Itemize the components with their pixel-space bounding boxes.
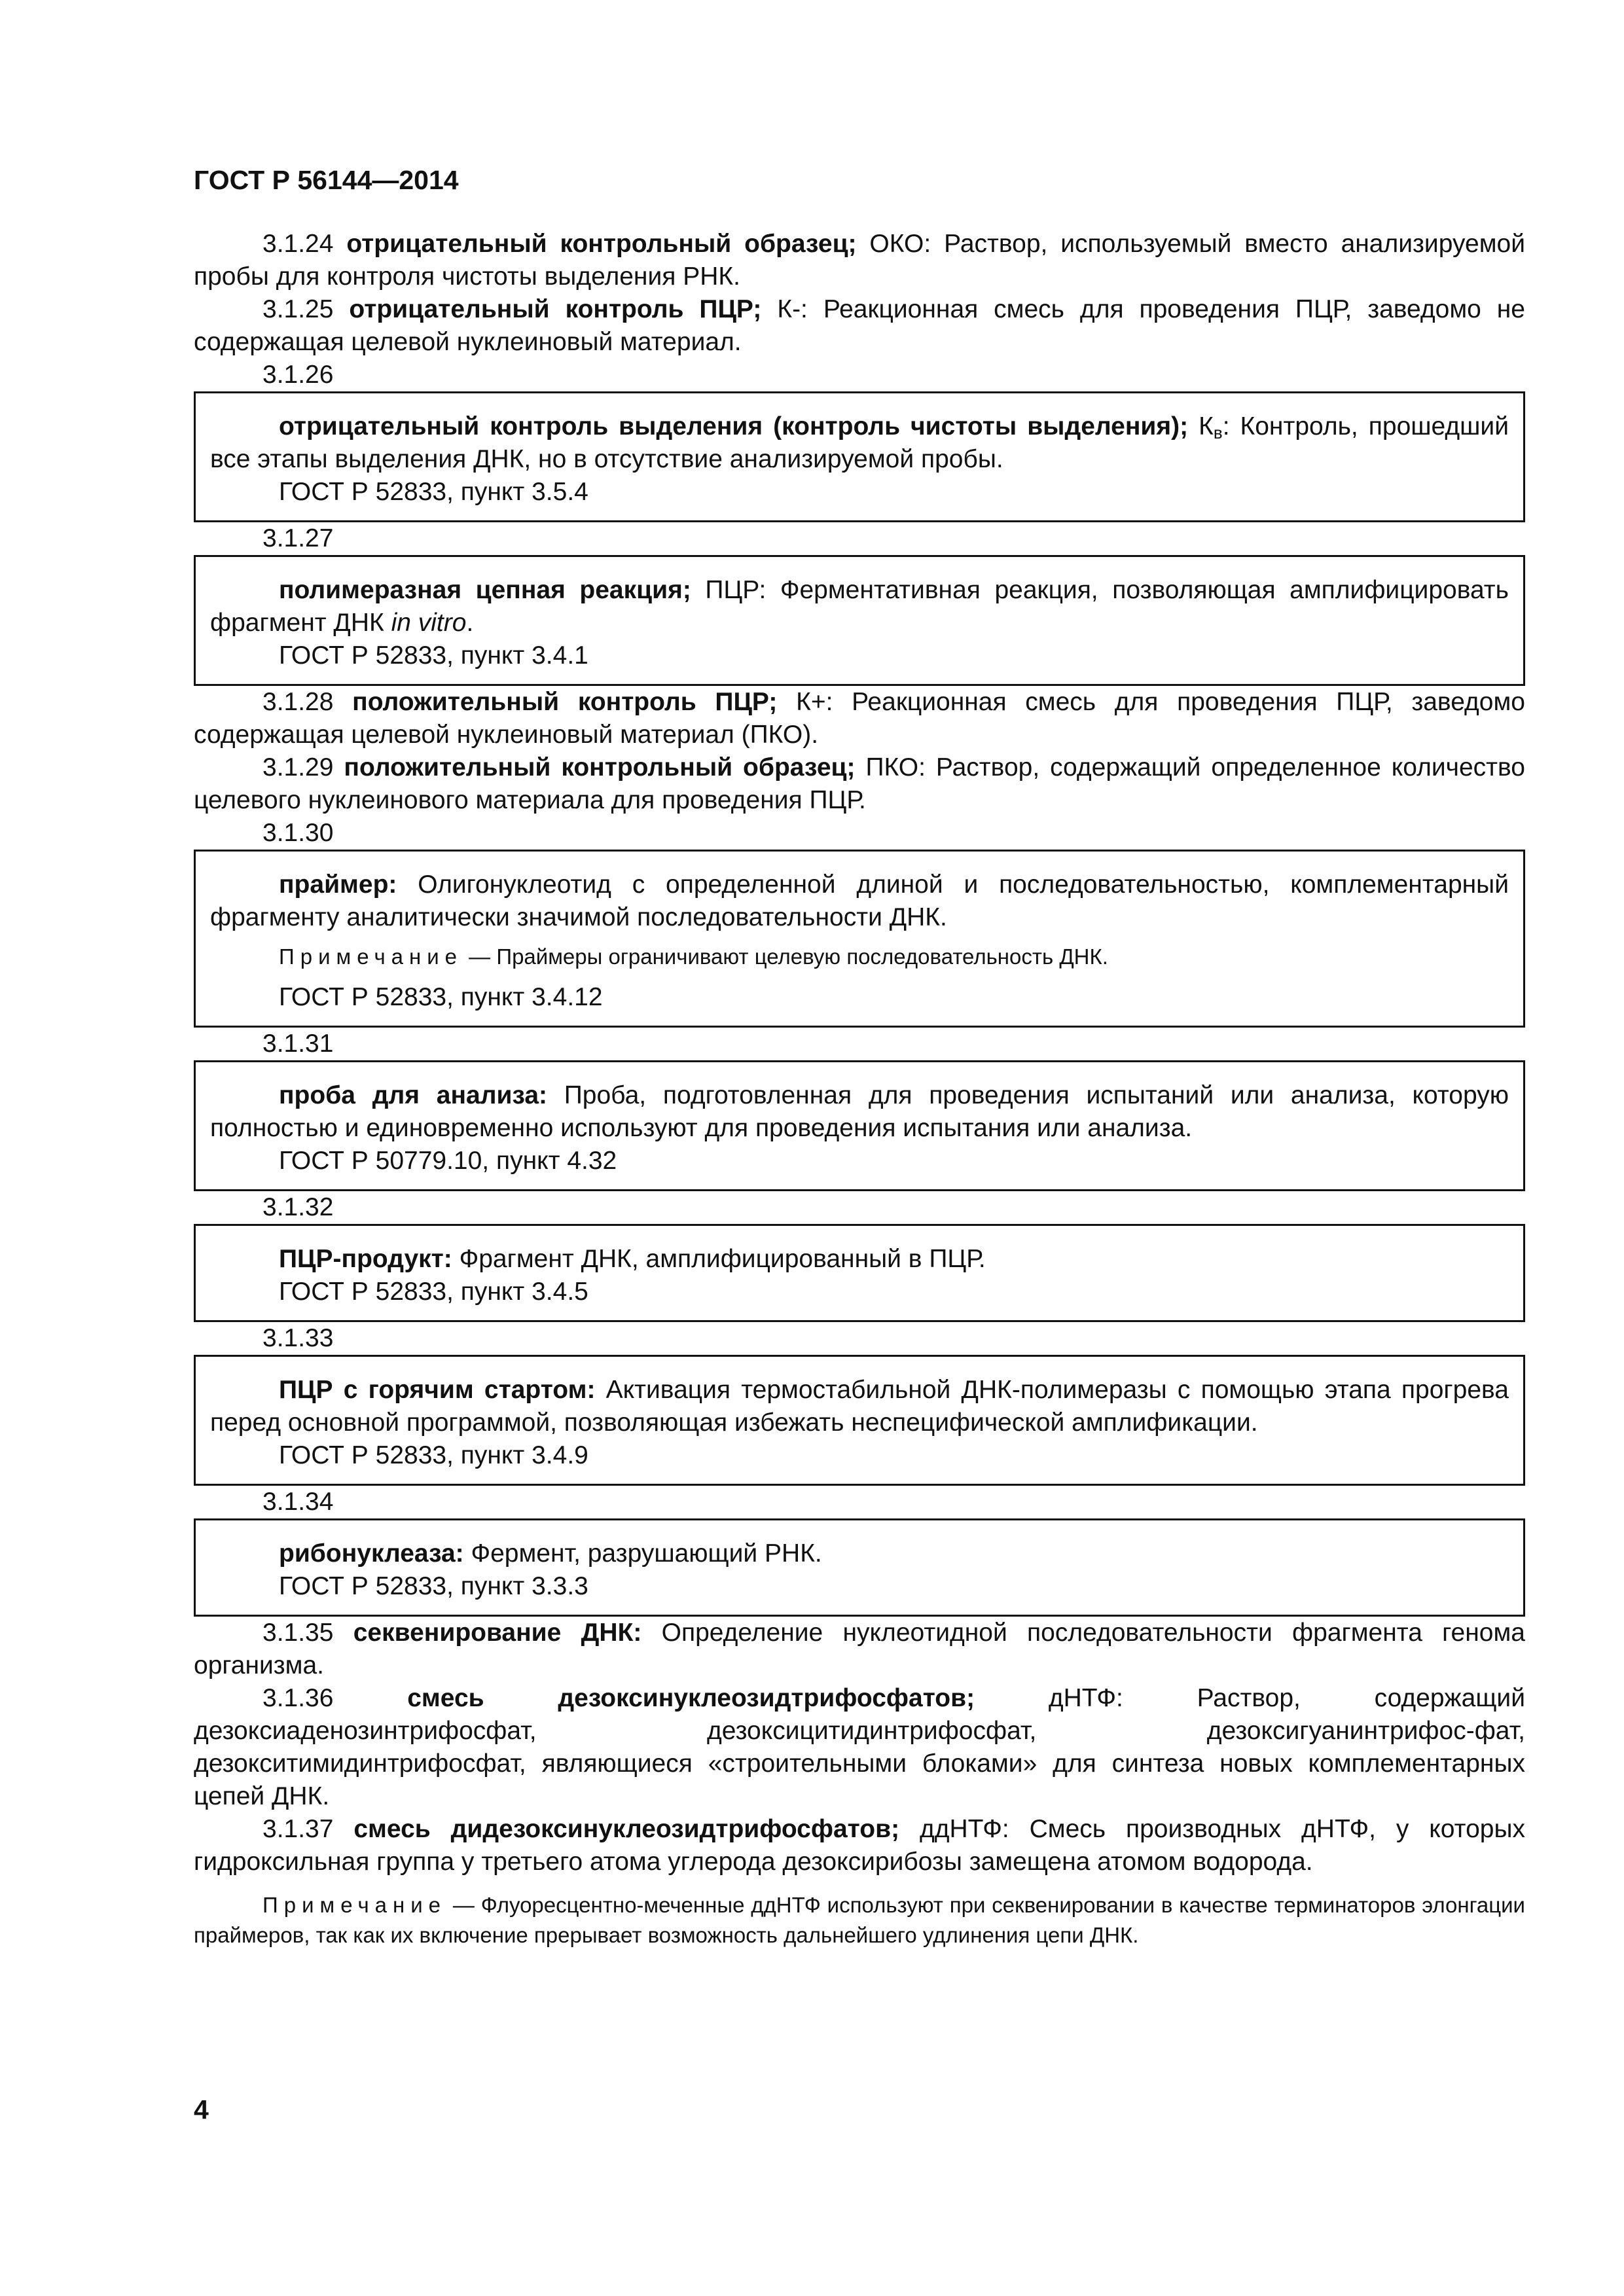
term-entry-3-1-30: [210, 869, 1509, 934]
term-abbreviation-subscript: в: [1213, 423, 1223, 442]
term-definition-end: .: [466, 609, 474, 637]
term-definition: Фрагмент ДНК, амплифицированный в ПЦР.: [452, 1245, 986, 1273]
term-definition: дНТФ: Раствор, содержащий дезоксиаденозинтрифосфат, дезоксицитидинтрифосфат, дезоксигуанинтрифос-фат, дезокситимидинтрифосфат, являющиеся «строительными блоками» для синтеза новых комплементарных цепей ДНК.: [194, 1684, 1525, 1810]
term-definition-italic: in vitro: [391, 609, 467, 637]
term-entry-3-1-36: [194, 1682, 1525, 1813]
term-entry-3-1-27: [210, 574, 1509, 639]
term-box-3-1-34: [194, 1518, 1525, 1617]
term-name: ПЦР-продукт:: [279, 1245, 452, 1273]
term-box-3-1-30: [194, 850, 1525, 1028]
term-box-3-1-32: [194, 1224, 1525, 1322]
term-definition: Активация термостабильной ДНК-полимеразы с помощью этапа прогрева перед основной программой, позволяющая избежать неспецифической амплификации.: [210, 1376, 1509, 1437]
term-entry-3-1-33: [210, 1374, 1509, 1439]
entry-number: 3.1.24: [262, 230, 334, 258]
term-source-reference: ГОСТ Р 50779.10, пункт 4.32: [279, 1147, 617, 1175]
entry-number-3-1-27: 3.1.27: [262, 524, 334, 552]
term-box-3-1-33: [194, 1355, 1525, 1486]
document-body: [194, 228, 1525, 1960]
term-definition: К-: Реакционная смесь для проведения ПЦР, заведомо не содержащая целевой нуклеиновый материал.: [194, 295, 1525, 356]
note-text: — Флуоресцентно-меченные ддНТФ используют при секвенировании в качестве терминаторов элонгации праймеров, так как их включение прерывает возможность дальнейшего удлинения цепи ДНК.: [194, 1893, 1525, 1947]
entry-number-3-1-30: 3.1.30: [262, 819, 334, 847]
entry-number: 3.1.35: [262, 1619, 334, 1647]
note-label: Примечание: [279, 944, 463, 969]
entry-number: 3.1.25: [262, 295, 334, 323]
entry-number: 3.1.29: [262, 753, 334, 781]
term-definition: Олигонуклеотид с определенной длиной и последовательностью, комплементарный фрагменту аналитически значимой последовательности ДНК.: [210, 870, 1509, 931]
term-abbreviation: К: [1188, 412, 1214, 440]
term-entry-3-1-34: [210, 1537, 1509, 1570]
term-definition: К+: Реакционная смесь для проведения ПЦР, заведомо содержащая целевой нуклеиновый материал (ПКО).: [194, 688, 1525, 749]
term-box-3-1-31: [194, 1060, 1525, 1191]
entry-number-3-1-26: 3.1.26: [262, 361, 334, 389]
term-definition: Проба, подготовленная для проведения испытаний или анализа, которую полностью и единовременно используют для проведения испытания или анализа.: [210, 1081, 1509, 1142]
term-source-reference: ГОСТ Р 52833, пункт 3.3.3: [279, 1572, 588, 1600]
term-name: отрицательный контроль ПЦР;: [349, 295, 762, 323]
note-label: Примечание: [262, 1893, 447, 1917]
term-name: смесь дезоксинуклеозидтрифосфатов;: [407, 1684, 975, 1712]
term-entry-3-1-32: [210, 1243, 1509, 1276]
term-name: смесь дидезоксинуклеозидтрифосфатов;: [353, 1815, 900, 1843]
term-source-reference: ГОСТ Р 52833, пункт 3.4.12: [279, 983, 603, 1011]
term-source-reference: ГОСТ Р 52833, пункт 3.4.5: [279, 1278, 588, 1306]
term-name: полимеразная цепная реакция;: [279, 576, 691, 604]
term-name: рибонуклеаза:: [279, 1539, 464, 1568]
entry-number-3-1-31: 3.1.31: [262, 1030, 334, 1058]
term-name: секвенирование ДНК:: [353, 1619, 642, 1647]
term-entry-3-1-35: [194, 1617, 1525, 1682]
term-name: праймер:: [279, 870, 397, 899]
entry-number: 3.1.36: [262, 1684, 334, 1712]
page-number: 4: [194, 2094, 209, 2125]
term-box-3-1-27: [194, 555, 1525, 686]
term-name: отрицательный контрольный образец;: [346, 230, 857, 258]
term-name: отрицательный контроль выделения (контроль чистоты выделения);: [279, 412, 1189, 440]
document-code-header: ГОСТ Р 56144—2014: [194, 165, 459, 195]
final-note: [194, 1890, 1525, 1950]
term-entry-3-1-37: [194, 1813, 1525, 1878]
term-entry-3-1-28: [194, 686, 1525, 751]
term-entry-3-1-29: [194, 751, 1525, 817]
term-source-reference: ГОСТ Р 52833, пункт 3.4.1: [279, 641, 588, 670]
entry-number: 3.1.37: [262, 1815, 334, 1843]
term-entry-3-1-25: [194, 293, 1525, 359]
term-name: положительный контроль ПЦР;: [352, 688, 778, 716]
entry-number-3-1-33: 3.1.33: [262, 1324, 334, 1352]
term-definition: ПЦР: Ферментативная реакция, позволяющая амплифицировать фрагмент ДНК: [210, 576, 1509, 637]
term-definition: Фермент, разрушающий РНК.: [463, 1539, 822, 1568]
term-note: [210, 942, 1509, 972]
term-box-3-1-26: [194, 391, 1525, 522]
term-source-reference: ГОСТ Р 52833, пункт 3.4.9: [279, 1441, 588, 1469]
term-definition: ддНТФ: Смесь производных дНТФ, у которых гидроксильная группа у третьего атома углерода дезоксирибозы замещена атомом водорода.: [194, 1815, 1525, 1876]
term-name: положительный контрольный образец;: [344, 753, 856, 781]
term-definition: Определение нуклеотидной последовательности фрагмента генома организма.: [194, 1619, 1525, 1679]
term-name: ПЦР с горячим стартом:: [279, 1376, 596, 1404]
term-definition: : Контроль, прошедший все этапы выделения ДНК, но в отсутствие анализируемой пробы.: [210, 412, 1509, 473]
term-source-reference: ГОСТ Р 52833, пункт 3.5.4: [279, 478, 588, 506]
term-entry-3-1-31: [210, 1079, 1509, 1145]
term-definition: ПКО: Раствор, содержащий определенное количество целевого нуклеинового материала для проведения ПЦР.: [194, 753, 1525, 814]
term-entry-3-1-26: [210, 410, 1509, 476]
note-text: — Праймеры ограничивают целевую последовательность ДНК.: [463, 944, 1108, 969]
term-definition: ОКО: Раствор, используемый вместо анализируемой пробы для контроля чистоты выделения РНК.: [194, 230, 1525, 291]
entry-number-3-1-32: 3.1.32: [262, 1193, 334, 1221]
entry-number-3-1-34: 3.1.34: [262, 1488, 334, 1516]
term-name: проба для анализа:: [279, 1081, 548, 1109]
term-entry-3-1-24: [194, 228, 1525, 293]
entry-number: 3.1.28: [262, 688, 334, 716]
